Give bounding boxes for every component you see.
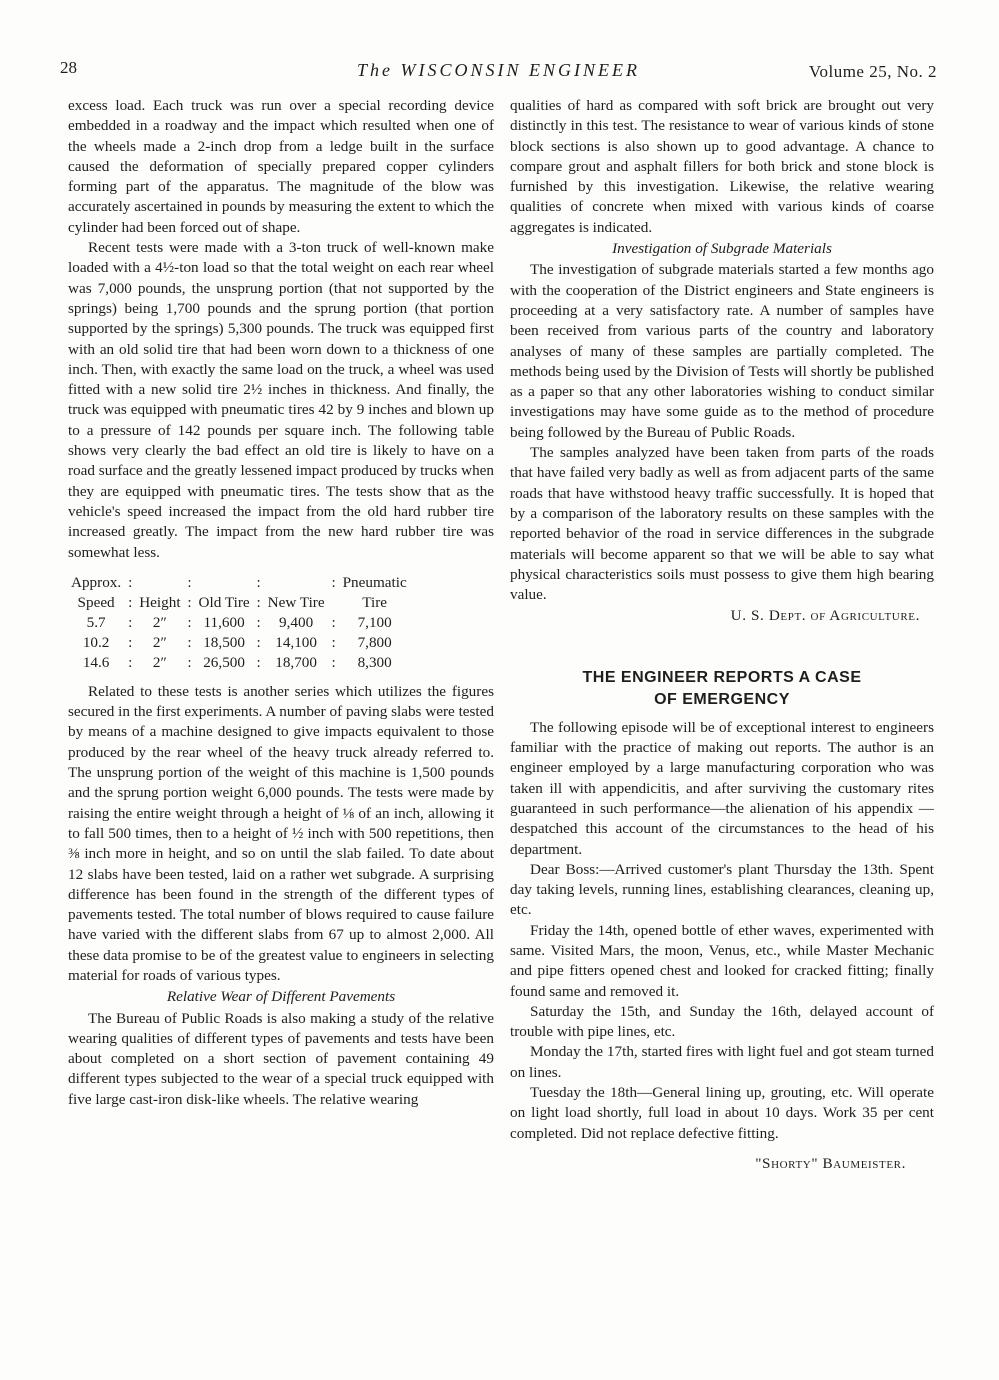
article-title-line: THE ENGINEER REPORTS A CASE bbox=[582, 668, 862, 686]
table-header-cell bbox=[138, 573, 181, 593]
paragraph: Tuesday the 18th—General lining up, grouting, etc. Will operate on light load shortly, full load in about 10 days. Work 35 per cent completed. Did not replace defective fitting. bbox=[510, 1084, 934, 1142]
column-separator: : bbox=[256, 593, 261, 611]
table-header-cell: Height bbox=[139, 593, 181, 611]
section-subheading: Relative Wear of Different Pavements bbox=[166, 988, 396, 1006]
table-cell: 14.6 bbox=[82, 653, 110, 671]
table-cell: 7,800 bbox=[357, 633, 392, 651]
table-cell: 8,300 bbox=[357, 653, 392, 671]
table-cell: 7,100 bbox=[357, 613, 392, 631]
table-cell: 18,500 bbox=[203, 633, 245, 651]
column-separator: : bbox=[128, 633, 133, 651]
table-cell: 11,600 bbox=[203, 613, 245, 631]
column-separator: : bbox=[256, 633, 261, 651]
column-separator: : bbox=[331, 613, 336, 631]
paragraph: excess load. Each truck was run over a special recording device embedded in a roadway and the impact which resulted when one of the wheels made a 2-inch drop from a ledge built in the surface caused the deformation of specially prepared copper cylinders forming part of the apparatus. The magnitude of the blow was accurately ascertained in pounds by measuring the extent to which the cylinder had been forced out of shape. bbox=[68, 97, 494, 236]
paragraph: The Bureau of Public Roads is also making a study of the relative wearing qualities of different types of pavements and tests have been about completed on a short section of pavement containing 49 different types subjected to the wear of a special truck equipped with five large cast-iron disk-like wheels. The relative wearing bbox=[68, 1009, 494, 1108]
table-header-row bbox=[70, 593, 408, 613]
column-separator: : bbox=[128, 613, 133, 631]
table-header-cell: Speed bbox=[77, 593, 115, 611]
table-cell: 10.2 bbox=[82, 633, 110, 651]
column-separator: : bbox=[187, 613, 192, 631]
paragraph: Saturday the 15th, and Sunday the 16th, delayed account of trouble with pipe lines, etc. bbox=[510, 1002, 934, 1041]
paragraph: Friday the 14th, opened bottle of ether waves, experimented with same. Visited Mars, the moon, Venus, etc., while Master Mechanic and pipe fitters opened chest and looked for cracked fitting; finally found same and removed it. bbox=[510, 921, 934, 1000]
table-header-cell: New Tire bbox=[267, 593, 325, 611]
table-cell: 2″ bbox=[152, 653, 167, 671]
letter-signature: "Shorty" Baumeister. bbox=[755, 1154, 906, 1172]
column-separator: : bbox=[187, 653, 192, 671]
table-cell: 2″ bbox=[152, 633, 167, 651]
column-separator: : bbox=[187, 593, 192, 611]
column-separator: : bbox=[128, 573, 133, 591]
table-header-cell: Old Tire bbox=[198, 593, 250, 611]
column-separator bbox=[326, 593, 342, 613]
paragraph: The investigation of subgrade materials started a few months ago with the cooperation of the District engineers and State engineers is proceeding at a very satisfactory rate. A number of samples have been received from various parts of the country and laboratory analyses of many of these samples are partially completed. The methods being used by the Division of Tests will shortly be published as a paper so that any other laboratories wishing to conduct similar investigations may have some guide as to the method of procedure being followed by the Bureau of Public Roads. bbox=[510, 261, 934, 441]
table-header-cell bbox=[198, 573, 251, 593]
paragraph: Dear Boss:—Arrived customer's plant Thursday the 13th. Spent day taking levels, running lines, establishing clearances, cleaning up, etc. bbox=[510, 860, 934, 919]
table-cell: 26,500 bbox=[203, 653, 245, 671]
journal-title: The WISCONSIN ENGINEER bbox=[357, 60, 640, 80]
volume-issue: Volume 25, No. 2 bbox=[808, 62, 937, 81]
paragraph: Monday the 17th, started fires with light fuel and got steam turned on lines. bbox=[510, 1043, 934, 1081]
column-separator: : bbox=[187, 573, 192, 591]
table-cell: 18,700 bbox=[275, 653, 317, 671]
table-header-cell: Approx. bbox=[71, 573, 122, 591]
article-title-line: OF EMERGENCY bbox=[654, 690, 790, 708]
column-separator: : bbox=[128, 593, 133, 611]
paragraph: The samples analyzed have been taken from parts of the roads that have failed very badly as well as from adjacent parts of the same roads that have withstood heavy traffic successfully. It is hoped that by a comparison of the laboratory results on these samples with the reported behavior of the road in service differences in the subgrade materials will become apparent so that we will be able to say what physical characteristics soils must possess to give them high bearing value. bbox=[510, 444, 934, 604]
paragraph: qualities of hard as compared with soft brick are brought out very distinctly in this test. The resistance to wear of various kinds of stone block sections is also shown up to good advantage. A chance to compare grout and asphalt fillers for both brick and stone block is furnished by this investigation. Likewise, the relative wearing qualities of concrete when mixed with various kinds of coarse aggregates is indicated. bbox=[510, 97, 934, 236]
column-separator: : bbox=[256, 613, 261, 631]
left-column bbox=[68, 96, 494, 1110]
table-cell: 2″ bbox=[152, 613, 167, 631]
paragraph: Related to these tests is another series which utilizes the figures secured in the first experiments. A number of paving slabs were tested by means of a machine designed to give impacts equivalent to those produced by the rear wheel of the heavy truck already referred to. The unsprung portion of the weight of this machine is 1,500 pounds and the sprung portion weight 6,000 pounds. The tests were made by raising the entire weight through a height of ⅛ of an inch, allowing it to fall 500 times, then to a height of ½ inch with 500 repetitions, then ⅜ inch more in height, and so on until the slab failed. To date about 12 slabs have been tested, laid on a rather wet subgrade. A surprising difference has been found in the strength of the different types of pavements tested. The total number of blows required to cause failure have varied with the different slabs from 67 up to almost 2,000. All these data promise to be of the greatest value to engineers in selecting material for roads of various types. bbox=[68, 682, 494, 984]
column-separator: : bbox=[331, 573, 336, 591]
section-subheading: Investigation of Subgrade Materials bbox=[612, 240, 832, 258]
article-signature: U. S. Dept. of Agriculture. bbox=[730, 607, 920, 625]
column-separator: : bbox=[331, 633, 336, 651]
table-cell: 14,100 bbox=[275, 633, 317, 651]
column-separator: : bbox=[256, 653, 261, 671]
page-number: 28 bbox=[60, 58, 77, 77]
column-separator: : bbox=[128, 653, 133, 671]
table-row bbox=[70, 653, 408, 673]
right-column bbox=[510, 96, 934, 1174]
page-header bbox=[60, 58, 937, 88]
impact-table bbox=[70, 573, 408, 673]
table-header-row bbox=[70, 573, 408, 593]
table-header-cell: Tire bbox=[362, 593, 388, 611]
column-separator: : bbox=[331, 653, 336, 671]
column-separator: : bbox=[187, 633, 192, 651]
table-cell: 9,400 bbox=[279, 613, 314, 631]
table-header-cell: Pneumatic bbox=[342, 573, 407, 591]
column-separator: : bbox=[256, 573, 261, 591]
table-row bbox=[70, 613, 408, 633]
paragraph: The following episode will be of exceptional interest to engineers familiar with the practice of making out reports. The author is an engineer employed by a large manufacturing corporation who was taken ill with appendicitis, and after surviving the customary rites guaranteed in such performance—the alienation of his appendix —despatched this account of the circumstances to the head of his department. bbox=[510, 718, 934, 858]
table-row bbox=[70, 633, 408, 653]
paragraph: Recent tests were made with a 3-ton truck of well-known make loaded with a 4½-ton load so that the total weight on each rear wheel was 7,000 pounds, the unsprung portion (that not supported by the springs) being 1,700 pounds and the sprung portion (that portion supported by the springs) 5,300 pounds. The truck was equipped first with an old solid tire that had been worn down to a thickness of one inch. Then, with exactly the same load on the truck, a wheel was used fitted with a new solid tire 2½ inches in thickness. And finally, the truck was equipped with pneumatic tires 42 by 9 inches and blown up to a pressure of 142 pounds per square inch. The following table shows very clearly the bad effect an old tire is likely to have on a road surface and the greatly lessened impact produced by trucks when they are equipped with pneumatic tires. The tests show that as the vehicle's speed increased the impact from the old hard rubber tire increased greatly. The impact from the new hard rubber tire was somewhat less. bbox=[68, 239, 494, 561]
article-title bbox=[510, 667, 934, 711]
table-header-cell bbox=[267, 573, 326, 593]
table-cell: 5.7 bbox=[86, 613, 106, 631]
